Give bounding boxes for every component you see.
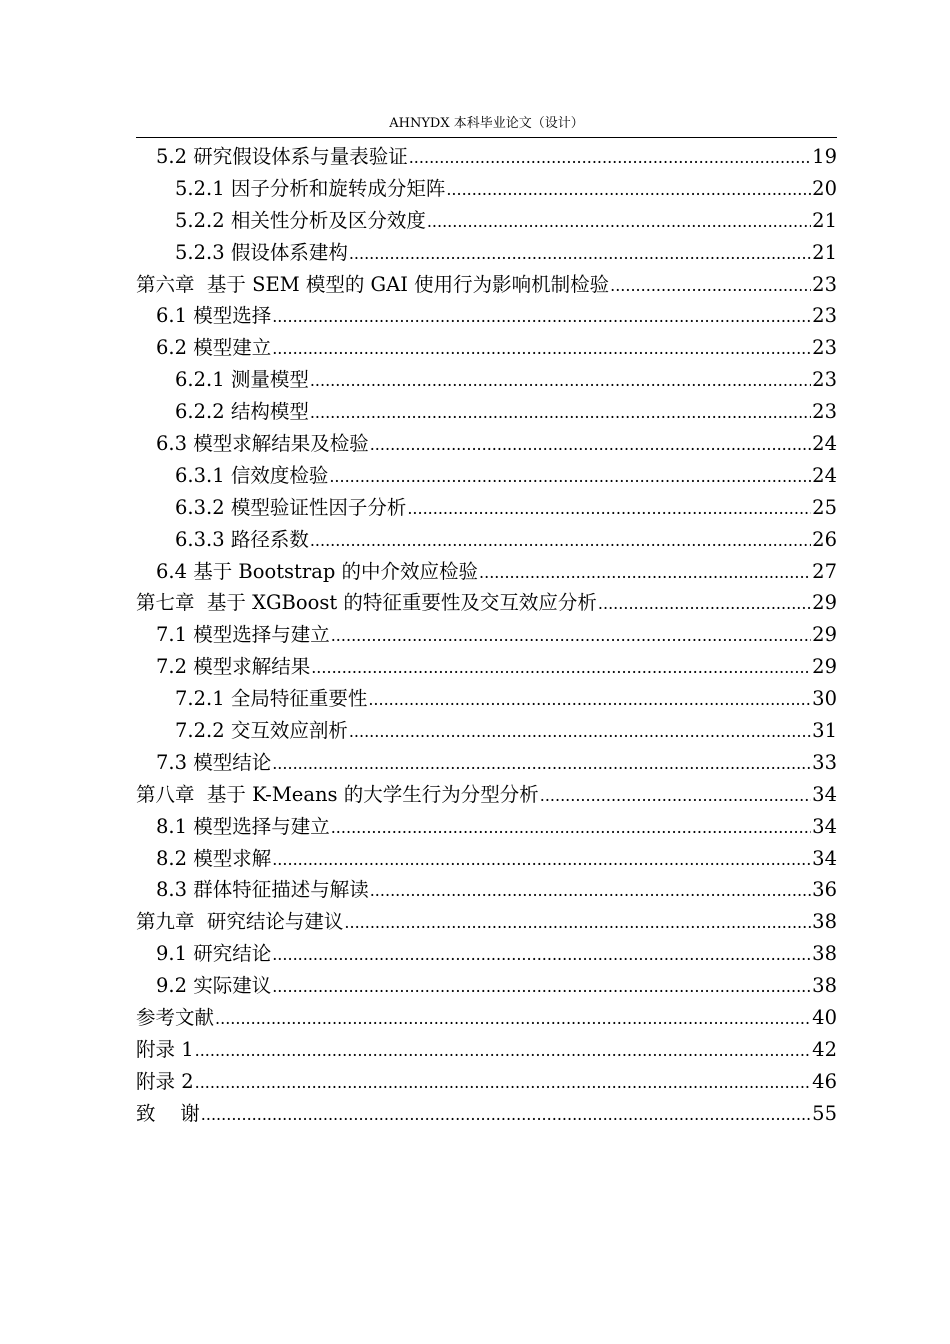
toc-entry-title: 第七章 基于 XGBoost 的特征重要性及交互效应分析 (136, 591, 597, 615)
toc-entry-title: 7.2.2 交互效应剖析 (175, 719, 348, 743)
toc-entry-title: 6.2.1 测量模型 (175, 368, 309, 392)
toc-entry-title: 6.3.3 路径系数 (175, 527, 309, 551)
toc-entry[interactable] (136, 269, 837, 301)
toc-entry[interactable] (136, 779, 837, 811)
toc-entry-page-number: 34 (812, 782, 837, 806)
toc-entry[interactable] (136, 1034, 837, 1066)
toc-entry[interactable] (136, 938, 837, 970)
toc-entry-page-number: 25 (812, 495, 837, 519)
page-header (136, 114, 837, 138)
toc-entry[interactable] (136, 300, 837, 332)
toc-entry[interactable] (136, 364, 837, 396)
toc-entry-title: 6.4 基于 Bootstrap 的中介效应检验 (156, 559, 479, 583)
toc-entry-page-number: 19 (812, 145, 837, 168)
toc-entry-title: 致 谢 (136, 1101, 200, 1125)
toc-entry-page-number: 26 (812, 527, 837, 551)
toc-dot-leader (349, 715, 811, 748)
toc-entry[interactable] (136, 619, 837, 651)
toc-entry-page-number: 55 (812, 1101, 837, 1125)
toc-dot-leader (272, 332, 811, 365)
toc-entry-page-number: 38 (812, 974, 837, 998)
toc-entry[interactable] (136, 906, 837, 938)
toc-entry[interactable] (136, 141, 837, 173)
toc-entry-page-number: 23 (812, 400, 837, 424)
toc-entry-page-number: 24 (812, 432, 837, 456)
header-text: AHNYDX 本科毕业论文（设计） (389, 116, 584, 131)
toc-dot-leader (195, 1066, 812, 1099)
toc-dot-leader (446, 173, 811, 206)
toc-entry[interactable] (136, 683, 837, 715)
toc-entry-title: 6.1 模型选择 (156, 304, 272, 328)
toc-entry-title: 5.2.3 假设体系建构 (175, 240, 348, 264)
toc-entry-page-number: 36 (812, 878, 837, 902)
toc-entry-title: 9.2 实际建议 (156, 974, 272, 998)
toc-dot-leader (331, 619, 811, 652)
toc-dot-leader (349, 237, 811, 270)
toc-entry-page-number: 21 (812, 240, 837, 264)
toc-entry-title: 9.1 研究结论 (156, 942, 272, 966)
toc-entry-page-number: 23 (812, 272, 837, 296)
table-of-contents (136, 141, 837, 1130)
toc-entry-title: 7.3 模型结论 (156, 750, 272, 774)
toc-entry-page-number: 20 (812, 176, 837, 200)
toc-entry-page-number: 46 (812, 1069, 837, 1093)
toc-dot-leader (310, 396, 811, 429)
toc-entry-title: 5.2 研究假设体系与量表验证 (156, 145, 408, 168)
toc-entry-title: 8.2 模型求解 (156, 846, 272, 870)
toc-dot-leader (409, 141, 811, 174)
toc-entry-title: 参考文献 (136, 1006, 215, 1030)
toc-entry[interactable] (136, 715, 837, 747)
toc-entry[interactable] (136, 651, 837, 683)
toc-entry-title: 7.2.1 全局特征重要性 (175, 687, 368, 711)
toc-dot-leader (407, 492, 811, 525)
toc-dot-leader (368, 683, 811, 716)
toc-entry[interactable] (136, 811, 837, 843)
toc-dot-leader (272, 300, 811, 333)
toc-entry-title: 第九章 研究结论与建议 (136, 910, 344, 934)
toc-entry-page-number: 38 (812, 942, 837, 966)
toc-entry-page-number: 29 (812, 591, 837, 615)
toc-entry-title: 6.3.2 模型验证性因子分析 (175, 495, 407, 519)
toc-dot-leader (370, 874, 811, 907)
toc-dot-leader (215, 1002, 811, 1035)
toc-dot-leader (272, 938, 811, 971)
toc-dot-leader (427, 205, 811, 238)
toc-entry[interactable] (136, 173, 837, 205)
toc-entry-page-number: 34 (812, 846, 837, 870)
toc-entry-title: 附录 2 (136, 1069, 194, 1093)
toc-entry[interactable] (136, 587, 837, 619)
toc-entry-title: 6.2 模型建立 (156, 336, 272, 360)
toc-dot-leader (272, 747, 811, 780)
toc-dot-leader (329, 460, 811, 493)
toc-dot-leader (272, 970, 811, 1003)
toc-entry[interactable] (136, 874, 837, 906)
toc-entry-page-number: 40 (812, 1006, 837, 1030)
toc-entry-title: 5.2.2 相关性分析及区分效度 (175, 208, 426, 232)
toc-dot-leader (479, 556, 811, 589)
toc-entry-page-number: 24 (812, 463, 837, 487)
toc-entry-title: 第八章 基于 K-Means 的大学生行为分型分析 (136, 782, 539, 806)
toc-entry-page-number: 21 (812, 208, 837, 232)
toc-entry[interactable] (136, 1002, 837, 1034)
toc-entry-page-number: 31 (812, 719, 837, 743)
toc-dot-leader (370, 428, 811, 461)
toc-dot-leader (540, 779, 811, 812)
toc-entry[interactable] (136, 524, 837, 556)
toc-dot-leader (344, 906, 811, 939)
toc-entry[interactable] (136, 332, 837, 364)
toc-entry[interactable] (136, 747, 837, 779)
toc-dot-leader (610, 269, 811, 302)
toc-entry-page-number: 33 (812, 750, 837, 774)
toc-entry[interactable] (136, 970, 837, 1002)
toc-entry-page-number: 29 (812, 623, 837, 647)
toc-entry-title: 第六章 基于 SEM 模型的 GAI 使用行为影响机制检验 (136, 272, 610, 296)
toc-entry-title: 8.3 群体特征描述与解读 (156, 878, 369, 902)
toc-entry-page-number: 23 (812, 336, 837, 360)
toc-entry[interactable] (136, 492, 837, 524)
toc-entry-page-number: 30 (812, 687, 837, 711)
toc-dot-leader (272, 843, 811, 876)
toc-entry-title: 6.3 模型求解结果及检验 (156, 432, 369, 456)
toc-dot-leader (195, 1034, 812, 1067)
toc-entry-page-number: 42 (812, 1037, 837, 1061)
toc-entry-title: 7.2 模型求解结果 (156, 655, 311, 679)
toc-entry-title: 8.1 模型选择与建立 (156, 814, 330, 838)
toc-entry[interactable] (136, 237, 837, 269)
toc-dot-leader (598, 587, 811, 620)
toc-entry-title: 5.2.1 因子分析和旋转成分矩阵 (175, 176, 446, 200)
toc-entry-page-number: 38 (812, 910, 837, 934)
toc-dot-leader (311, 651, 811, 684)
toc-entry-page-number: 29 (812, 655, 837, 679)
toc-entry[interactable] (136, 843, 837, 875)
toc-entry-title: 6.3.1 信效度检验 (175, 463, 329, 487)
toc-entry[interactable] (136, 1098, 837, 1130)
toc-entry[interactable] (136, 428, 837, 460)
toc-entry-title: 7.1 模型选择与建立 (156, 623, 330, 647)
toc-entry[interactable] (136, 1066, 837, 1098)
toc-entry-title: 附录 1 (136, 1037, 194, 1061)
toc-entry-page-number: 34 (812, 814, 837, 838)
toc-dot-leader (310, 364, 811, 397)
toc-entry-title: 6.2.2 结构模型 (175, 400, 309, 424)
toc-entry-page-number: 23 (812, 368, 837, 392)
toc-entry[interactable] (136, 556, 837, 588)
toc-entry[interactable] (136, 396, 837, 428)
toc-entry[interactable] (136, 460, 837, 492)
toc-dot-leader (310, 524, 811, 557)
toc-entry-page-number: 23 (812, 304, 837, 328)
toc-entry-page-number: 27 (812, 559, 837, 583)
toc-dot-leader (201, 1098, 811, 1131)
toc-dot-leader (331, 811, 811, 844)
toc-entry[interactable] (136, 205, 837, 237)
